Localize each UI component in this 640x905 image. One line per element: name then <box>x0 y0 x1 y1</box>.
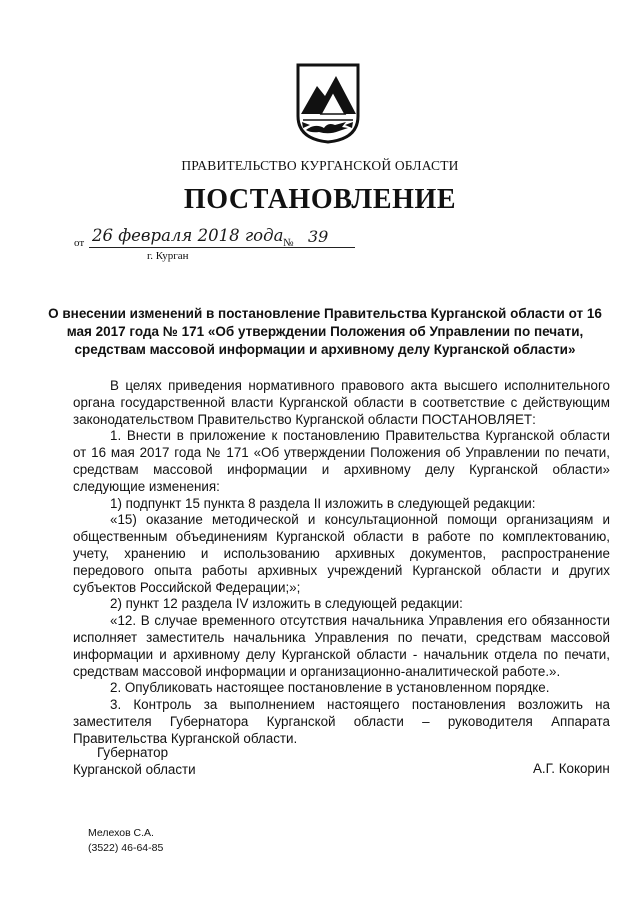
body-paragraph: «12. В случае временного отсутствия начальника Управления его обязанности исполняет заместитель начальника Управления по печати, средствам массовой информации и архивному делу Курганской области - начальник отдела по печати, средствам массовой информации и организационно-аналитической работе.». <box>73 613 610 679</box>
from-label: от <box>74 237 85 249</box>
number-label: № <box>283 237 294 249</box>
body-paragraph: 2. Опубликовать настоящее постановление в установленном порядке. <box>110 680 550 696</box>
position-line-2: Курганской области <box>73 762 196 777</box>
body-paragraph: 1. Внести в приложение к постановлению Правительства Курганской области от 16 мая 2017 года № 171 «Об утверждении Положения об Управлении по печати, средствам массовой информации и архивному делу Курганской области» следующие изменения: <box>73 428 610 494</box>
position-line-1: Губернатор <box>97 745 169 760</box>
document-title: О внесении изменений в постановление Правительства Курганской области от 16 мая 2017 года № 171 «Об утверждении Положения об Управлении по печати, средствам массовой информации и архивному делу Курганской области» <box>48 306 602 357</box>
handwritten-number: 39 <box>308 227 329 246</box>
city-label: г. Курган <box>147 250 189 262</box>
government-name: ПРАВИТЕЛЬСТВО КУРГАНСКОЙ ОБЛАСТИ <box>181 158 459 173</box>
body-paragraph: 1) подпункт 15 пункта 8 раздела II изложить в следующей редакции: <box>110 495 536 511</box>
executor-name: Мелехов С.А. <box>88 827 154 839</box>
number-underline <box>296 247 348 248</box>
body-paragraph: В целях приведения нормативного правового акта высшего исполнительного органа государственной власти Курганской области в соответствие с действующим законодательством Правительство Курганской области ПОСТАНОВЛЯЕТ: <box>73 378 610 427</box>
body-paragraph: «15) оказание методической и консультационной помощи организациям и общественным объединениям Курганской области в работе по комплектованию, учету, хранению и использованию архивных документов, распространение передового опыта работы архивных учреждений Курганской области и других субъектов Российской Федерации;»; <box>73 512 610 595</box>
document-type-heading: ПОСТАНОВЛЕНИЕ <box>183 184 457 215</box>
coat-of-arms-icon <box>295 62 361 144</box>
signatory-name: А.Г. Кокорин <box>533 761 610 776</box>
body-paragraph: 2) пункт 12 раздела IV изложить в следующей редакции: <box>110 596 463 612</box>
signatory-position <box>73 744 196 778</box>
document-meta <box>74 228 374 268</box>
executor-phone: (3522) 46-64-85 <box>88 842 164 854</box>
executor-info <box>88 826 163 856</box>
handwritten-date: 26 февраля 2018 года <box>92 226 284 245</box>
body-paragraph: 3. Контроль за выполнением настоящего постановления возложить на заместителя Губернатора Курганской области – руководителя Аппарата Правительства Курганской области. <box>73 697 610 746</box>
document-body <box>73 378 610 748</box>
